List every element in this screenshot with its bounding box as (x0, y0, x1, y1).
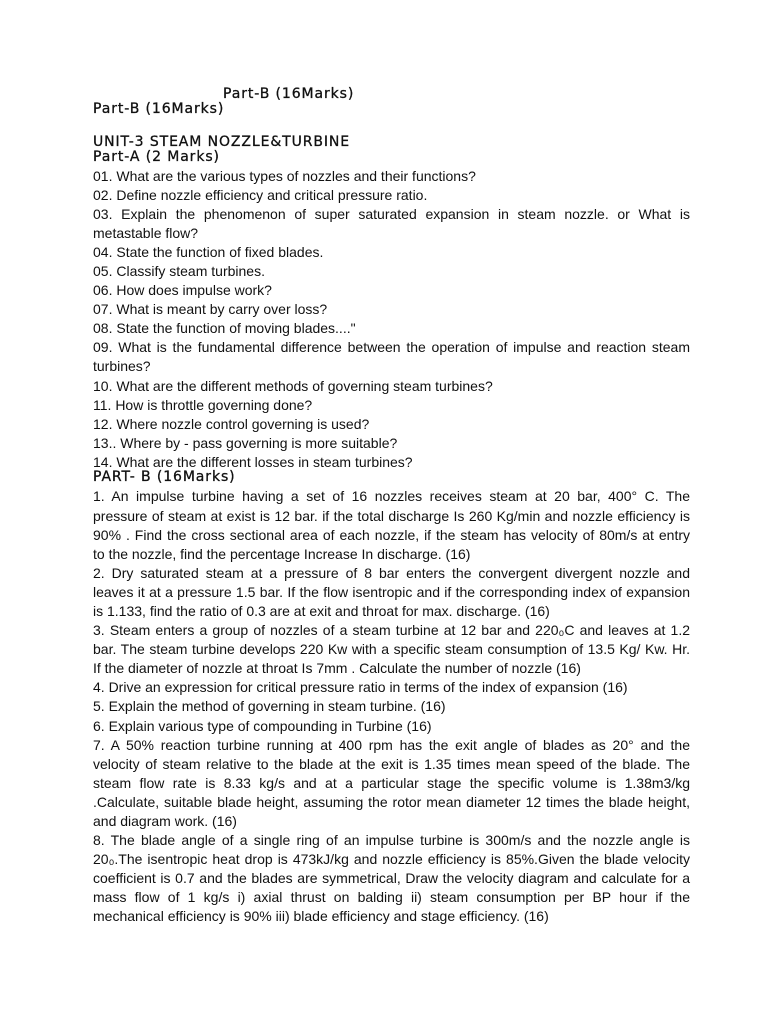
question-line: 6. Explain various type of compounding in Turbine (16) (93, 717, 432, 734)
question-line: 2. Dry saturated steam at a pressure of 8 bar enters the convergent divergent nozzle and (93, 564, 690, 581)
part-b-question-list (93, 487, 690, 926)
question-line: to the nozzle, find the percentage Increase In discharge. (16) (93, 545, 471, 562)
question-line: mass flow of 1 kg/s i) axial thrust on balding ii) steam consumption per BP hour if the (93, 889, 690, 906)
question-line: steam flow rate is 8.33 kg/s and at a particular stage the specific volume is 1.38m3/kg (93, 774, 690, 791)
question-line: 06. How does impulse work? (93, 282, 272, 299)
question-line: velocity of steam relative to the blade at the exit is 1.35 times mean speed of the blade. The (93, 755, 690, 772)
question-line: is 1.133, find the ratio of 0.3 are at exit and throat for max. discharge. (16) (93, 602, 550, 619)
part-b-question-8 (93, 831, 690, 926)
question-line: pressure of steam at exist is 12 bar. if the total discharge Is 260 Kg/min and nozzle efficiency is (93, 507, 690, 524)
page-title-centered: Part-B (16Marks) (223, 86, 355, 102)
question-line: 04. State the function of fixed blades. (93, 243, 324, 260)
unit-title: UNIT-3 STEAM NOZZLE&TURBINE (93, 133, 351, 150)
part-b-question-3 (93, 621, 690, 678)
question-line: bar. The steam turbine develops 220 Kw with a specific steam consumption of 13.5 Kg/ Kw. Hr. (93, 641, 690, 658)
part-b-question-4 (93, 678, 690, 697)
question-line: 4. Drive an expression for critical pressure ratio in terms of the index of expansion (16) (93, 679, 628, 696)
question-line: turbines? (93, 358, 151, 375)
question-line: 07. What is meant by carry over loss? (93, 301, 328, 318)
part-a-question-06 (93, 281, 690, 300)
question-line: 12. Where nozzle control governing is used? (93, 415, 370, 432)
question-line: 05. Classify steam turbines. (93, 262, 265, 279)
part-a-question-list (93, 167, 690, 473)
part-a-question-03 (93, 205, 690, 243)
part-a-heading: Part-A (2 Marks) (93, 148, 220, 165)
question-line: 7. A 50% reaction turbine running at 400 rpm has the exit angle of blades as 20° and the (93, 736, 690, 753)
page-title: Part-B (16Marks) (93, 101, 225, 117)
question-line: 01. What are the various types of nozzles and their functions? (93, 167, 476, 184)
part-a-question-09 (93, 338, 690, 376)
part-a-question-08 (93, 319, 690, 338)
question-line: metastable flow? (93, 224, 199, 241)
part-b-heading: PART- B (16Marks) (93, 469, 236, 486)
question-line: 02. Define nozzle efficiency and critical pressure ratio. (93, 186, 428, 203)
question-line: coefficient is 0.7 and the blades are symmetrical, Draw the velocity diagram and calculate for a (93, 870, 690, 887)
part-a-question-12 (93, 415, 690, 434)
part-a-question-13 (93, 434, 690, 453)
question-line: 03. Explain the phenomenon of super saturated expansion in steam nozzle. or What is (93, 205, 690, 222)
part-a-question-05 (93, 262, 690, 281)
part-a-question-07 (93, 300, 690, 319)
question-line: 8. The blade angle of a single ring of an impulse turbine is 300m/s and the nozzle angle is (93, 832, 690, 849)
part-b-question-2 (93, 564, 690, 621)
part-a-question-04 (93, 243, 690, 262)
question-line: 13.. Where by - pass governing is more suitable? (93, 434, 398, 451)
question-line: mechanical efficiency is 90% iii) blade efficiency and stage efficiency. (16) (93, 908, 549, 925)
document-body (93, 87, 690, 927)
question-line: 08. State the function of moving blades...." (93, 320, 356, 337)
question-line: If the diameter of nozzle at throat Is 7mm . Calculate the number of nozzle (16) (93, 660, 581, 677)
question-line: 5. Explain the method of governing in steam turbine. (16) (93, 698, 446, 715)
question-line: 3. Steam enters a group of nozzles of a steam turbine at 12 bar and 220₀C and leaves at 1.2 (93, 622, 690, 639)
question-line: 14. What are the different losses in steam turbines? (93, 453, 413, 470)
question-line: 1. An impulse turbine having a set of 16 nozzles receives steam at 20 bar, 400° C. The (93, 488, 690, 505)
part-a-question-01 (93, 167, 690, 186)
question-line: 20₀.The isentropic heat drop is 473kJ/kg and nozzle efficiency is 85%.Given the blade velocity (93, 851, 690, 868)
question-line: 90% . Find the cross sectional area of each nozzle, if the steam has velocity of 80m/s at entry (93, 526, 690, 543)
question-line: 09. What is the fundamental difference between the operation of impulse and reaction steam (93, 339, 690, 356)
question-line: and diagram work. (16) (93, 813, 237, 829)
question-line: .Calculate, suitable blade height, assuming the rotor mean diameter 12 times the blade height, (93, 793, 690, 810)
part-b-question-1 (93, 487, 690, 563)
part-b-question-6 (93, 717, 690, 736)
question-line: leaves it at a pressure 1.5 bar. If the flow isentropic and if the corresponding index of expansion (93, 583, 690, 600)
part-a-question-02 (93, 186, 690, 205)
part-b-question-7 (93, 736, 690, 831)
part-a-question-11 (93, 396, 690, 415)
part-a-question-10 (93, 377, 690, 396)
question-line: 11. How is throttle governing done? (93, 396, 313, 413)
part-b-question-5 (93, 697, 690, 716)
question-line: 10. What are the different methods of governing steam turbines? (93, 377, 493, 394)
